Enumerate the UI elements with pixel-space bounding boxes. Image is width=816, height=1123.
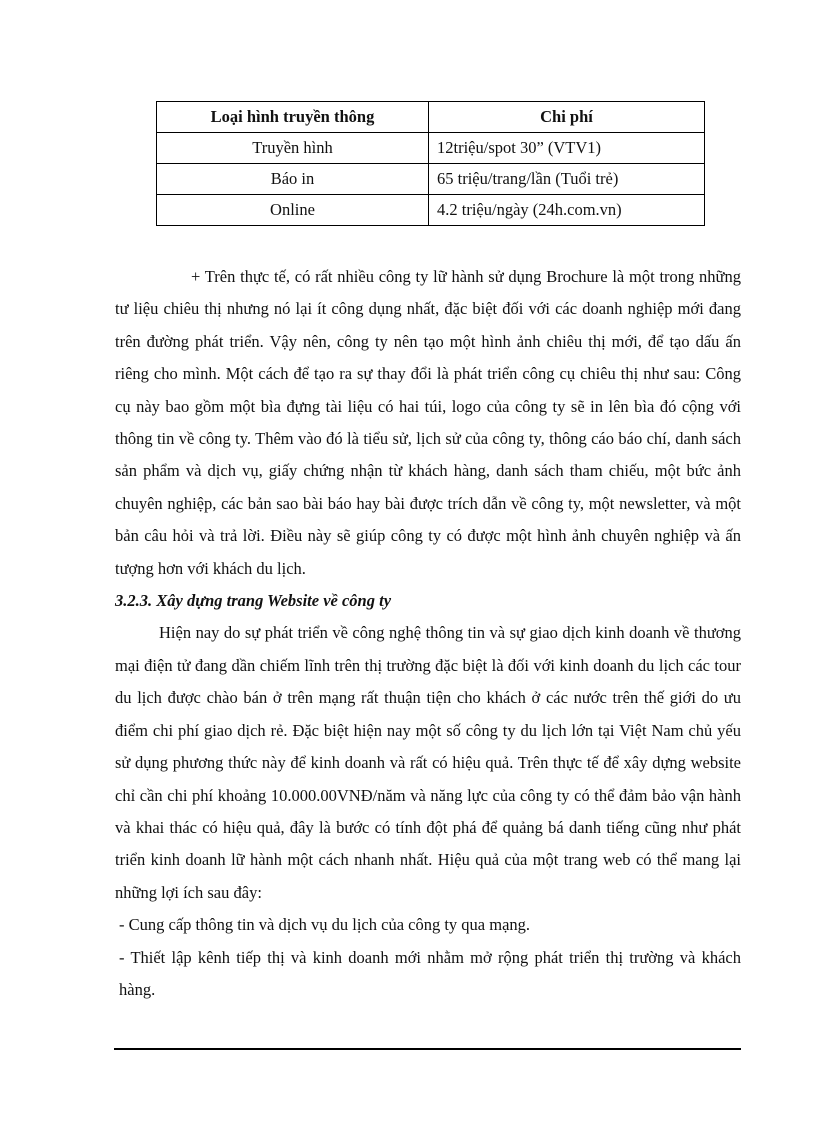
table-cell-media-type: Truyền hình <box>157 133 429 164</box>
table-cell-media-type: Báo in <box>157 164 429 195</box>
table-cell-cost: 65 triệu/trang/lần (Tuổi trẻ) <box>429 164 705 195</box>
body-text <box>115 261 741 1006</box>
table-cell-cost: 12triệu/spot 30” (VTV1) <box>429 133 705 164</box>
bullet-item: - Thiết lập kênh tiếp thị và kinh doanh mới nhằm mở rộng phát triển thị trường và khách hàng. <box>119 947 741 999</box>
table-header-cell: Chi phí <box>429 102 705 133</box>
table-cell-media-type: Online <box>157 195 429 226</box>
bullet-item: - Cung cấp thông tin và dịch vụ du lịch của công ty qua mạng. <box>119 915 531 935</box>
table-row <box>157 133 705 164</box>
table-row <box>157 164 705 195</box>
footer-divider <box>114 1048 741 1050</box>
paragraph-website: Hiện nay do sự phát triển về công nghệ thông tin và sự giao dịch kinh doanh về thương mại điện tử đang dần chiếm lĩnh trên thị trường đặc biệt là đối với kinh doanh du lịch các tour du lịch được chào bán ở trên mạng rất thuận tiện cho khách ở các nước trên thế giới do ưu điểm chi phí giao dịch rẻ. Đặc biệt hiện nay một số công ty du lịch lớn tại Việt Nam chủ yếu sử dụng phương thức này để kinh doanh và rất có hiệu quả. Trên thực tế để xây dựng website chỉ cần chi phí khoảng 10.000.00VNĐ/năm và năng lực của công ty có thể đảm bảo vận hành và khai thác có hiệu quả, đây là bước có tính đột phá để quảng bá danh tiếng cũng như phát triển kinh doanh lữ hành một cách nhanh nhất. Hiệu quả của một trang web có thể mang lại những lợi ích sau đây: <box>115 623 741 902</box>
table-header-cell: Loại hình truyền thông <box>157 102 429 133</box>
table-cell-cost: 4.2 triệu/ngày (24h.com.vn) <box>429 195 705 226</box>
section-heading: 3.2.3. Xây dựng trang Website về công ty <box>115 591 392 611</box>
table-header-row <box>157 102 705 133</box>
table-row <box>157 195 705 226</box>
media-cost-table <box>156 101 705 226</box>
paragraph-brochure: + Trên thực tế, có rất nhiều công ty lữ hành sử dụng Brochure là một trong những tư liệu chiêu thị nhưng nó lại ít công dụng nhất, đặc biệt đối với các doanh nghiệp mới đang trên đường phát triển. Vậy nên, công ty nên tạo một hình ảnh chiêu thị mới, để tạo dấu ấn riêng cho mình. Một cách để tạo ra sự thay đổi là phát triển công cụ chiêu thị như sau: Công cụ này bao gồm một bìa đựng tài liệu có hai túi, logo của công ty sẽ in lên bìa đó cộng với thông tin về công ty. Thêm vào đó là tiểu sử, lịch sử của công ty, thông cáo báo chí, danh sách sản phẩm và dịch vụ, giấy chứng nhận từ khách hàng, danh sách tham chiếu, một bức ảnh chuyên nghiệp, các bản sao bài báo hay bài được trích dẫn về công ty, một newsletter, và một bản câu hỏi và trả lời. Điều này sẽ giúp công ty có được một hình ảnh chuyên nghiệp và ấn tượng hơn với khách du lịch. <box>115 267 741 578</box>
